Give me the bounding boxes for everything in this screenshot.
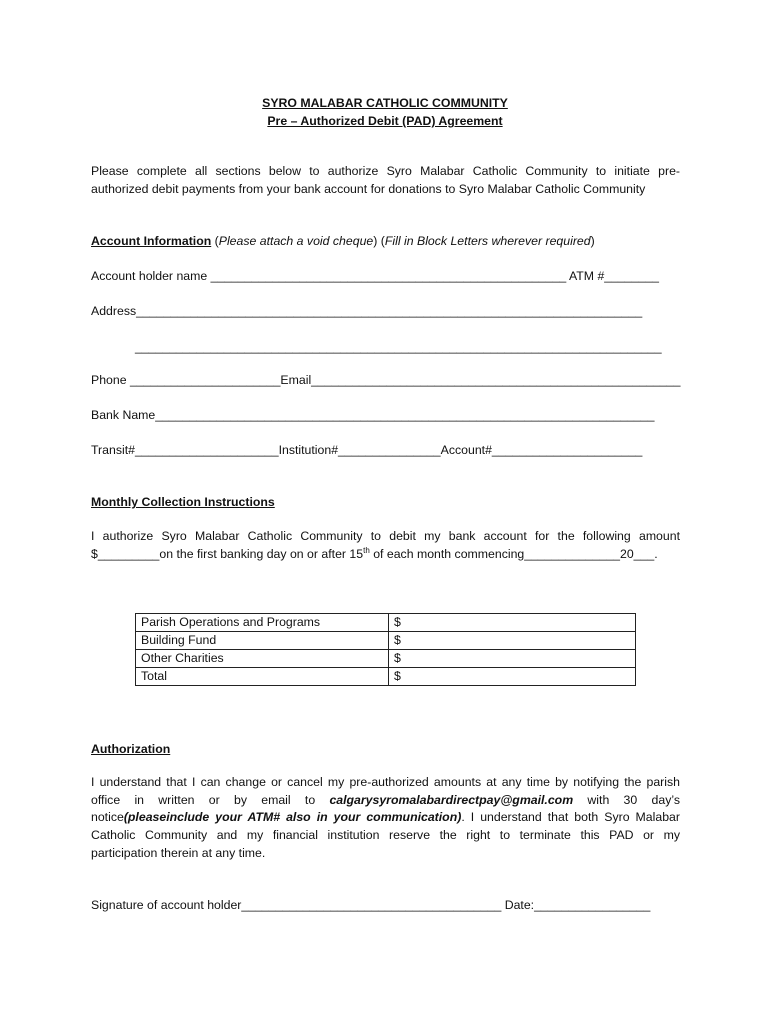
auth-line-2b: with 30 day’s <box>587 793 680 807</box>
row-label: Other Charities <box>136 650 389 668</box>
monthly-line-2a: $_________on the first banking day on or after 15 <box>91 547 364 561</box>
monthly-line-1: I authorize Syro Malabar Catholic Community to debit my bank account for the following amount <box>91 529 680 543</box>
bank-name-field[interactable]: Bank Name_________________________________________________________________________ <box>91 408 655 422</box>
authorization-heading: Authorization <box>91 742 171 756</box>
auth-line-2a: office in written or by email to <box>91 793 330 807</box>
block-letters-note: Fill in Block Letters wherever required <box>384 234 591 248</box>
table-row <box>136 614 636 632</box>
note-paren-3: ) <box>590 234 595 248</box>
void-cheque-note: Please attach a void cheque <box>218 234 374 248</box>
auth-line-3a: notice <box>91 810 124 824</box>
table-row <box>136 632 636 650</box>
row-label: Total <box>136 668 389 686</box>
account-info-heading-row <box>91 233 595 249</box>
auth-line-5: participation therein at any time. <box>91 846 266 860</box>
amount-cell[interactable]: $ <box>389 614 636 632</box>
amount-cell[interactable]: $ <box>389 632 636 650</box>
transit-institution-account-field[interactable]: Transit#_____________________Institution#_______________Account#______________________ <box>91 443 643 457</box>
table-row <box>136 650 636 668</box>
amount-cell[interactable]: $ <box>389 668 636 686</box>
monthly-line-2b: of each month commencing______________20___. <box>369 547 658 561</box>
auth-line-1: I understand that I can change or cancel my pre-authorized amounts at any time by notifying the parish <box>91 775 680 789</box>
address-field-line-1[interactable]: Address__________________________________________________________________________ <box>91 304 643 318</box>
org-title: SYRO MALABAR CATHOLIC COMMUNITY <box>262 96 508 110</box>
allocation-table <box>135 613 636 686</box>
table-row <box>136 668 636 686</box>
auth-line-3 <box>91 809 680 825</box>
auth-line-2 <box>91 792 680 808</box>
note-paren-2: ) ( <box>373 234 385 248</box>
account-info-heading: Account Information <box>91 234 212 248</box>
auth-line-3b: . I understand that both Syro Malabar <box>461 810 680 824</box>
monthly-amount-date-field[interactable] <box>91 546 658 562</box>
row-label: Building Fund <box>136 632 389 650</box>
ordinal-suffix: th <box>363 545 370 555</box>
account-holder-atm-field[interactable]: Account holder name ____________________________________________________ ATM #________ <box>91 269 659 283</box>
amount-cell[interactable]: $ <box>389 650 636 668</box>
row-label: Parish Operations and Programs <box>136 614 389 632</box>
contact-email-link[interactable]: calgarysyromalabardirectpay@gmail.com <box>329 793 574 807</box>
atm-note: (pleaseinclude your ATM# also in your communication) <box>123 810 462 824</box>
phone-email-field[interactable]: Phone ______________________Email______________________________________________________ <box>91 373 681 387</box>
monthly-heading: Monthly Collection Instructions <box>91 495 275 509</box>
form-subtitle: Pre – Authorized Debit (PAD) Agreement <box>267 114 503 128</box>
intro-line-1: Please complete all sections below to authorize Syro Malabar Catholic Community to initiate pre- <box>91 164 680 178</box>
note-paren-1: ( <box>211 234 219 248</box>
address-field-line-2[interactable]: _____________________________________________________________________________ <box>135 340 662 354</box>
intro-line-2: authorized debit payments from your bank account for donations to Syro Malabar Catholic Community <box>91 182 646 196</box>
auth-line-4: Catholic Community and my financial institution reserve the right to terminate this PAD or my <box>91 828 680 842</box>
signature-date-field[interactable]: Signature of account holder______________________________________ Date:_________________ <box>91 898 651 912</box>
